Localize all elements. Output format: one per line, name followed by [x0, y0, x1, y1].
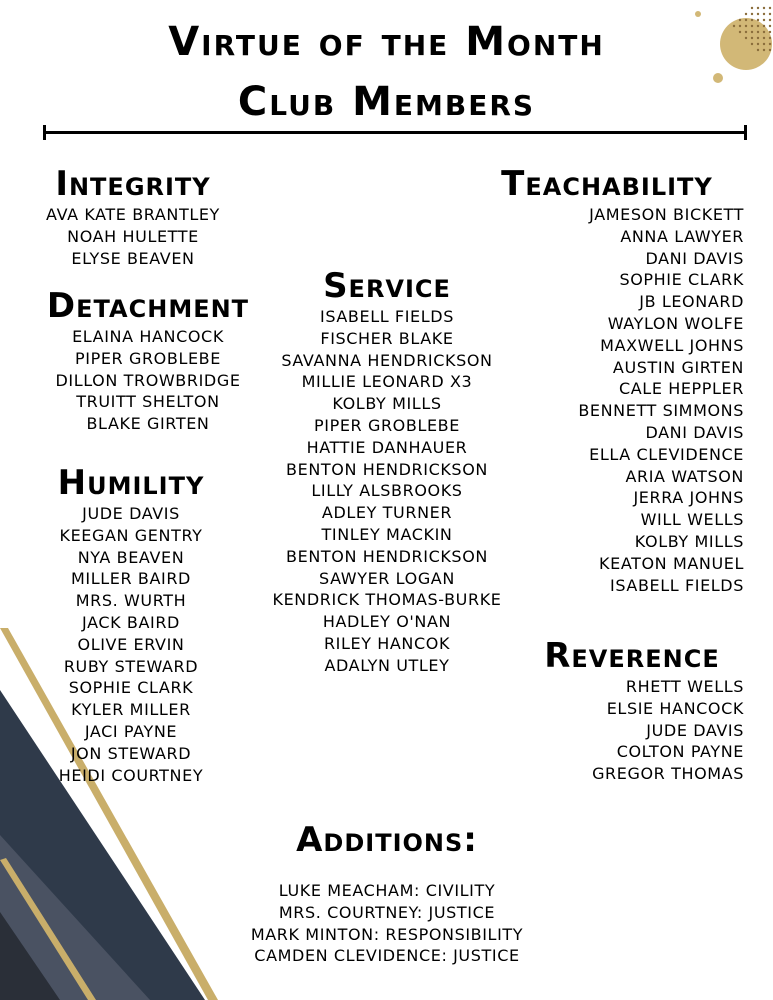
name-list [520, 676, 744, 785]
member-name: RILEY HANCOK [323, 633, 451, 653]
member-name: BENNETT SIMMONS [578, 401, 744, 421]
member-name: ADLEY TURNER [321, 503, 453, 523]
member-name: DANI DAVIS [645, 422, 744, 442]
member-name: SAWYER LOGAN [319, 568, 455, 588]
name-list [16, 326, 280, 435]
member-name: ISABELL FIELDS [610, 575, 744, 595]
member-name: HEIDI COURTNEY [58, 765, 204, 785]
member-name: JERRA JOHNS [633, 488, 744, 508]
member-name: RUBY STEWARD [63, 656, 199, 676]
member-name: PIPER GROBLEBE [75, 348, 221, 368]
member-name: MARK MINTON: RESPONSIBILITY [250, 924, 524, 944]
member-name: GREGOR THOMAS [592, 764, 744, 784]
member-name: SOPHIE CLARK [68, 678, 194, 698]
member-name: AVA KATE BRANTLEY [46, 205, 220, 224]
member-name: RHETT WELLS [625, 677, 744, 696]
member-name: JUDE DAVIS [646, 720, 744, 740]
member-name: PIPER GROBLEBE [314, 415, 460, 435]
additions-section [200, 820, 574, 967]
section-heading: Additions: [296, 820, 478, 860]
detachment-section [16, 286, 280, 435]
member-name: BENTON HENDRICKSON [286, 546, 488, 566]
member-name: ANNA LAWYER [620, 226, 744, 246]
teachability-section [470, 164, 744, 596]
member-name: DILLON TROWBRIDGE [55, 370, 241, 390]
member-name: ELSIE HANCOCK [606, 698, 744, 718]
member-name: SAVANNA HENDRICKSON [281, 350, 493, 370]
member-name: ARIA WATSON [625, 466, 744, 486]
member-name: ELYSE BEAVEN [71, 248, 195, 268]
member-name: SOPHIE CLARK [619, 270, 744, 290]
member-name: COLTON PAYNE [616, 742, 744, 762]
title-divider [43, 131, 747, 134]
member-name: AUSTIN GIRTEN [612, 357, 744, 377]
member-name: KOLBY MILLS [332, 394, 442, 414]
section-heading: Reverence [544, 636, 720, 676]
member-name: JUDE DAVIS [82, 504, 180, 523]
section-heading: Integrity [55, 164, 211, 204]
name-list [470, 204, 744, 596]
page-title-line-1: Virtue of the Month [168, 19, 605, 65]
member-name: JB LEONARD [639, 292, 744, 312]
member-name: OLIVE ERVIN [77, 634, 185, 654]
name-list [20, 503, 242, 786]
member-name: MRS. COURTNEY: JUSTICE [278, 902, 496, 922]
member-name: CALE HEPPLER [618, 379, 744, 399]
member-name: JAMESON BICKETT [589, 205, 744, 224]
member-name: FISCHER BLAKE [320, 328, 454, 348]
section-heading: Detachment [46, 286, 250, 326]
member-name: MRS. WURTH [75, 591, 187, 611]
member-name: BENTON HENDRICKSON [286, 459, 488, 479]
member-name: HADLEY O'NAN [322, 612, 452, 632]
member-name: ELAINA HANCOCK [72, 327, 224, 346]
member-name: MILLIE LEONARD X3 [301, 372, 473, 392]
member-name: NYA BEAVEN [77, 547, 185, 567]
member-name: JACK BAIRD [82, 612, 180, 632]
member-name: TRUITT SHELTON [76, 392, 220, 412]
member-name: LUKE MEACHAM: CIVILITY [278, 881, 496, 900]
name-list [200, 880, 574, 967]
integrity-section [22, 164, 244, 269]
member-name: KENDRICK THOMAS-BURKE [272, 590, 502, 610]
member-name: WAYLON WOLFE [607, 313, 744, 333]
member-name: KEATON MANUEL [599, 553, 744, 573]
section-heading: Humility [57, 463, 205, 503]
member-name: KOLBY MILLS [634, 531, 744, 551]
member-name: ISABELL FIELDS [320, 307, 454, 326]
reverence-section [520, 636, 744, 785]
member-name: KEEGAN GENTRY [59, 525, 203, 545]
member-name: JACI PAYNE [84, 721, 178, 741]
member-name: KYLER MILLER [71, 700, 191, 720]
member-name: JON STEWARD [70, 743, 192, 763]
member-name: HATTIE DANHAUER [306, 437, 468, 457]
member-name: NOAH HULETTE [67, 226, 199, 246]
member-name: BLAKE GIRTEN [86, 414, 210, 434]
member-name: CAMDEN CLEVIDENCE: JUSTICE [254, 946, 520, 966]
member-name: MILLER BAIRD [71, 569, 191, 589]
member-name: ADALYN UTLEY [324, 655, 450, 675]
section-heading: Teachability [501, 164, 713, 204]
member-name: MAXWELL JOHNS [600, 335, 744, 355]
member-name: TINLEY MACKIN [321, 524, 453, 544]
member-name: WILL WELLS [640, 510, 744, 530]
section-heading: Service [323, 266, 451, 306]
member-name: LILLY ALSBROOKS [311, 481, 463, 501]
humility-section [20, 463, 242, 786]
page-title-line-2: Club Members [237, 79, 536, 125]
member-name: ELLA CLEVIDENCE [589, 444, 744, 464]
name-list [22, 204, 244, 269]
member-name: DANI DAVIS [645, 248, 744, 268]
